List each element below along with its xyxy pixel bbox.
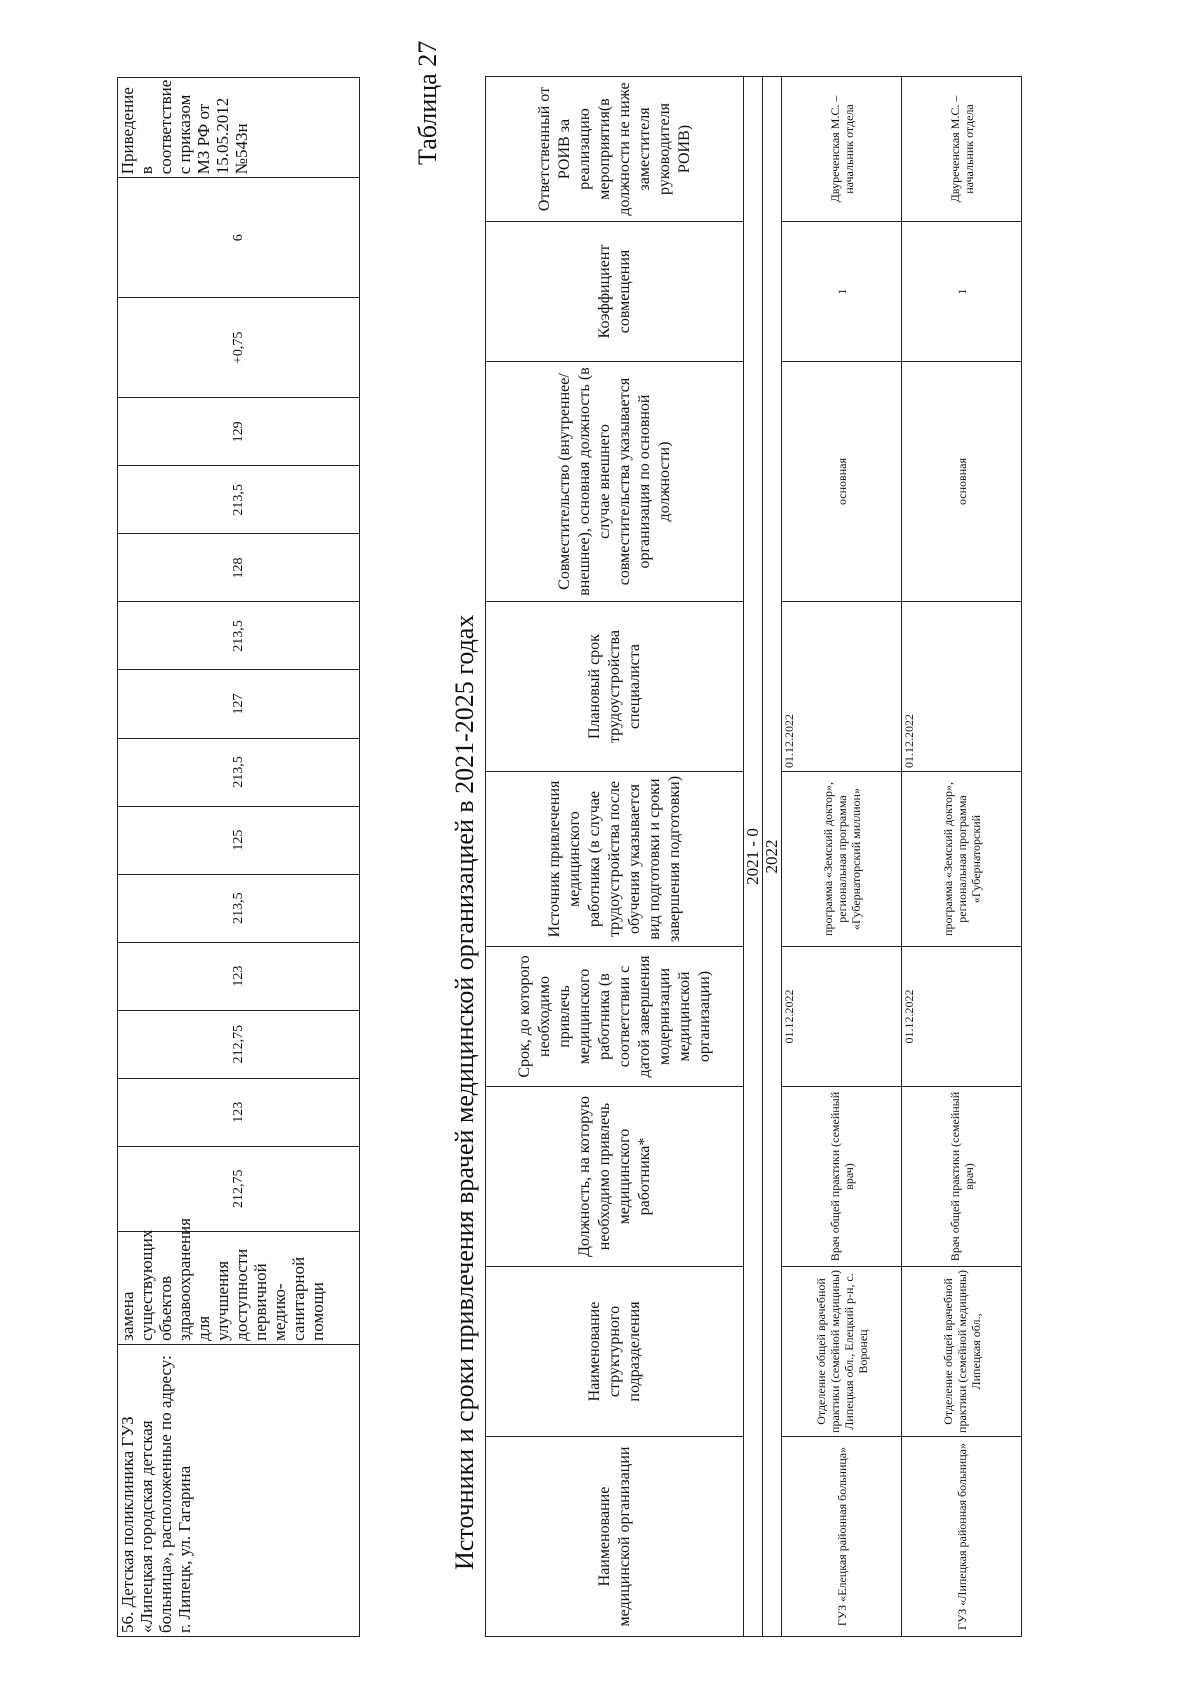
header-combination: Совместительство (внутреннее/внешнее), основная должность (в случае внешнего совместительства указывается организация по основной должности) bbox=[486, 362, 744, 602]
source-cell: программа «Земский доктор», региональная программа «Губернаторский миллион» bbox=[782, 772, 902, 947]
note-cell: Приведение в соответствие с приказом МЗ РФ от 15.05.2012 №543н bbox=[118, 78, 360, 178]
org-cell: ГУЗ «Липецкая районная больница» bbox=[902, 1437, 1022, 1637]
plan-date-cell: 01.12.2022 bbox=[902, 602, 1022, 772]
deadline-cell: 01.12.2022 bbox=[782, 947, 902, 1087]
value-cell: 213,5 bbox=[118, 738, 360, 806]
year-row bbox=[763, 77, 782, 1637]
value-cell: 123 bbox=[118, 1078, 360, 1146]
org-cell: 56. Детская поликлиника ГУЗ «Липецкая городская детская больница», расположенные по адресу: г. Липецк, ул. Гагарина bbox=[118, 1344, 360, 1636]
value-cell: 212,75 bbox=[118, 1010, 360, 1078]
value-cell: 125 bbox=[118, 806, 360, 874]
value-cell: 212,75 bbox=[118, 1146, 360, 1231]
header-responsible: Ответственный от РОИВ за реализацию мероприятия(в должности не ниже заместителя руководителя РОИВ) bbox=[486, 77, 744, 222]
table27-wrapper bbox=[485, 77, 1022, 1637]
combination-cell: основная bbox=[902, 362, 1022, 602]
continuation-table-wrapper bbox=[117, 77, 360, 1637]
year-label: 2022 bbox=[763, 77, 782, 1637]
activity-cell: замена существующих объектов здравоохранения для улучшения доступности первичной медико-санитарной помощи bbox=[118, 1231, 360, 1344]
year-row bbox=[744, 77, 763, 1637]
deadline-cell: 01.12.2022 bbox=[902, 947, 1022, 1087]
combination-cell: основная bbox=[782, 362, 902, 602]
unit-cell: Отделение общей врачебной практики (семейной медицины) Липецкая обл., Елецкий р-н, с. Воронец bbox=[782, 1267, 902, 1437]
coef-cell: 1 bbox=[782, 222, 902, 362]
responsible-cell: Двуреченская М.С. – начальник отдела bbox=[782, 77, 902, 222]
table-number: Таблица 27 bbox=[413, 40, 442, 165]
header-row bbox=[486, 77, 744, 1637]
header-source: Источник привлечения медицинского работника (в случае трудоустройства после обучения указывается вид подготовки и сроки завершения подготовки) bbox=[486, 772, 744, 947]
value-cell: 6 bbox=[118, 178, 360, 298]
table-row bbox=[902, 77, 1022, 1637]
position-cell: Врач общей практики (семейный врач) bbox=[902, 1087, 1022, 1267]
header-deadline: Срок, до которого необходимо привлечь медицинского работника (в соответствии с датой завершения модернизации медицинской организации) bbox=[486, 947, 744, 1087]
responsible-cell: Двуреченская М.С. – начальник отдела bbox=[902, 77, 1022, 222]
continuation-table bbox=[117, 77, 360, 1637]
value-cell: 213,5 bbox=[118, 874, 360, 942]
value-cell: 127 bbox=[118, 670, 360, 738]
sources-table bbox=[485, 76, 1022, 1637]
value-cell: 213,5 bbox=[118, 466, 360, 534]
table-row bbox=[782, 77, 902, 1637]
position-cell: Врач общей практики (семейный врач) bbox=[782, 1087, 902, 1267]
header-position: Должность, на которую необходимо привлечь медицинского работника* bbox=[486, 1087, 744, 1267]
table-row bbox=[118, 78, 360, 1637]
value-cell: 128 bbox=[118, 534, 360, 602]
unit-cell: Отделение общей врачебной практики (семейной медицины) Липецкая обл., bbox=[902, 1267, 1022, 1437]
value-cell: 129 bbox=[118, 398, 360, 466]
value-cell: +0,75 bbox=[118, 298, 360, 398]
year-label: 2021 - 0 bbox=[744, 77, 763, 1637]
org-cell: ГУЗ «Елецкая районная больница» bbox=[782, 1437, 902, 1637]
header-plan-date: Плановый срок трудоустройства специалиста bbox=[486, 602, 744, 772]
value-cell: 123 bbox=[118, 942, 360, 1010]
header-org: Наименование медицинской организации bbox=[486, 1437, 744, 1637]
header-coef: Коэффициент совмещения bbox=[486, 222, 744, 362]
source-cell: программа «Земский доктор», региональная программа «Губернаторский bbox=[902, 772, 1022, 947]
page-title: Источники и сроки привлечения врачей медицинской организацией в 2021-2025 годах bbox=[450, 614, 479, 1570]
plan-date-cell: 01.12.2022 bbox=[782, 602, 902, 772]
header-unit: Наименование структурного подразделения bbox=[486, 1267, 744, 1437]
value-cell: 213,5 bbox=[118, 602, 360, 670]
coef-cell: 1 bbox=[902, 222, 1022, 362]
